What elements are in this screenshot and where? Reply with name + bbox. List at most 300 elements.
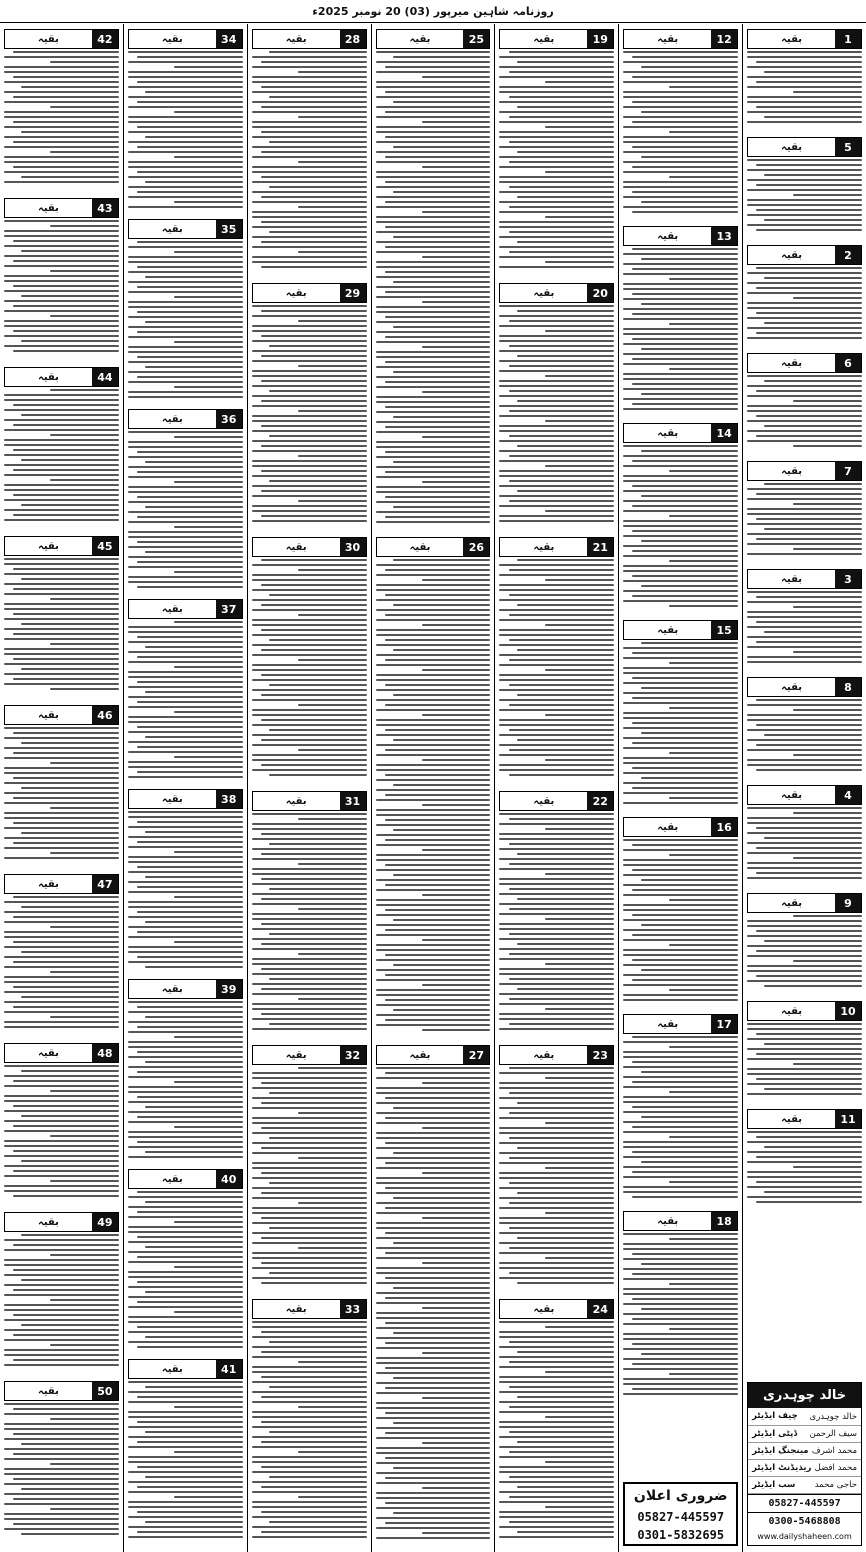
text-line <box>385 1277 491 1279</box>
text-line <box>252 938 367 940</box>
text-line <box>499 1232 614 1234</box>
text-line <box>385 246 491 248</box>
text-line <box>252 1117 367 1119</box>
text-line <box>499 1087 614 1089</box>
text-line <box>499 1187 614 1189</box>
text-line <box>298 161 367 163</box>
text-line <box>422 301 491 303</box>
story-label: بقیہ <box>781 357 803 369</box>
text-line <box>21 295 119 297</box>
text-line <box>4 1100 119 1102</box>
text-line <box>261 241 367 243</box>
text-line <box>174 156 243 158</box>
text-line <box>623 161 738 163</box>
text-line <box>4 901 119 903</box>
text-line <box>623 465 738 467</box>
story-text <box>623 1233 738 1395</box>
text-line <box>517 1102 615 1104</box>
text-line <box>376 1407 491 1409</box>
text-line <box>13 1289 119 1291</box>
text-line <box>641 1116 739 1118</box>
text-line <box>376 1517 491 1519</box>
text-line <box>376 446 491 448</box>
masthead-name: خالد چوہدری <box>809 1412 857 1422</box>
text-line <box>128 671 243 673</box>
text-line <box>376 584 491 586</box>
text-line <box>252 305 367 307</box>
text-line <box>499 1262 614 1264</box>
text-line <box>376 1317 491 1319</box>
text-line <box>499 928 614 930</box>
text-line <box>385 1432 491 1434</box>
text-line <box>376 456 491 458</box>
text-line <box>499 460 614 462</box>
text-line <box>4 1026 119 1028</box>
story-block <box>747 1106 862 1210</box>
story-number: 36 <box>216 410 242 428</box>
story-label: بقیہ <box>781 1005 803 1017</box>
story-label: بقیہ <box>657 427 679 439</box>
text-line <box>252 564 367 566</box>
text-line <box>747 1186 862 1188</box>
text-line <box>4 1413 119 1415</box>
text-line <box>509 888 615 890</box>
text-line <box>376 1112 491 1114</box>
text-line <box>376 476 491 478</box>
text-line <box>747 935 862 937</box>
text-line <box>376 466 491 468</box>
text-line <box>385 181 491 183</box>
text-line <box>128 906 243 908</box>
text-line <box>4 1011 119 1013</box>
text-line <box>13 797 119 799</box>
text-line <box>747 159 862 161</box>
masthead-website[interactable]: www.dailyshaheen.com <box>757 1532 852 1541</box>
text-line <box>623 181 738 183</box>
text-line <box>376 61 491 63</box>
text-line <box>499 1172 614 1174</box>
text-line <box>4 1493 119 1495</box>
text-line <box>623 81 738 83</box>
text-line <box>545 465 614 467</box>
text-line <box>128 881 243 883</box>
text-line <box>623 171 738 173</box>
text-line <box>509 1157 615 1159</box>
text-line <box>21 250 119 252</box>
text-line <box>632 76 738 78</box>
text-line <box>128 661 243 663</box>
text-line <box>4 772 119 774</box>
story-label: بقیہ <box>657 1215 679 1227</box>
story-text <box>499 1321 614 1538</box>
text-line <box>4 146 119 148</box>
text-line <box>632 979 738 981</box>
text-line <box>174 1081 243 1083</box>
text-line <box>174 111 243 113</box>
text-line <box>669 131 738 133</box>
text-line <box>261 1351 367 1353</box>
text-line <box>128 531 243 533</box>
text-line <box>4 1175 119 1177</box>
masthead-name: محمد افضل <box>814 1463 857 1473</box>
text-line <box>499 211 614 213</box>
story-label: بقیہ <box>161 223 183 235</box>
text-line <box>422 939 491 941</box>
text-line <box>376 1132 491 1134</box>
text-line <box>517 1441 615 1443</box>
text-line <box>623 672 738 674</box>
text-line <box>252 370 367 372</box>
text-line <box>393 649 491 651</box>
text-line <box>252 76 367 78</box>
story-number: 26 <box>463 538 489 556</box>
text-line <box>641 495 739 497</box>
story-badge <box>623 226 738 246</box>
text-line <box>623 106 738 108</box>
text-line <box>793 606 862 608</box>
text-line <box>376 969 491 971</box>
text-line <box>13 1453 119 1455</box>
text-line <box>13 469 119 471</box>
text-line <box>252 599 367 601</box>
text-line <box>393 281 491 283</box>
text-line <box>623 1131 738 1133</box>
text-line <box>252 1446 367 1448</box>
story-badge <box>4 705 119 725</box>
text-line <box>252 973 367 975</box>
text-line <box>128 1011 243 1013</box>
story-block <box>4 702 119 867</box>
text-line <box>269 1386 367 1388</box>
text-line <box>4 608 119 610</box>
text-line <box>137 771 243 773</box>
text-line <box>747 646 862 648</box>
text-line <box>269 1023 367 1025</box>
story-label: بقیہ <box>533 33 555 45</box>
story-text <box>252 305 367 522</box>
text-line <box>128 391 243 393</box>
text-line <box>145 321 243 323</box>
text-line <box>252 689 367 691</box>
text-line <box>499 505 614 507</box>
story-badge <box>747 137 862 157</box>
story-block <box>128 976 243 1162</box>
text-line <box>747 661 862 663</box>
text-line <box>669 515 738 517</box>
text-line <box>4 1165 119 1167</box>
text-line <box>128 1491 243 1493</box>
text-line <box>376 1507 491 1509</box>
text-line <box>376 629 491 631</box>
text-line <box>632 914 738 916</box>
text-line <box>669 1136 738 1138</box>
text-line <box>422 1127 491 1129</box>
text-line <box>632 697 738 699</box>
text-line <box>4 161 119 163</box>
text-line <box>545 81 614 83</box>
column-5 <box>247 24 371 1552</box>
text-line <box>499 221 614 223</box>
text-line <box>509 1112 615 1114</box>
text-line <box>376 1182 491 1184</box>
text-line <box>623 1096 738 1098</box>
text-line <box>128 751 243 753</box>
text-line <box>4 280 119 282</box>
text-line <box>793 194 862 196</box>
story-number: 48 <box>92 1044 118 1062</box>
story-number: 46 <box>92 706 118 724</box>
text-line <box>252 1252 367 1254</box>
text-line <box>756 1033 862 1035</box>
text-line <box>252 1107 367 1109</box>
text-line <box>623 1066 738 1068</box>
text-line <box>376 949 491 951</box>
text-line <box>747 832 862 834</box>
text-line <box>376 231 491 233</box>
masthead-role: سب ایڈیٹر <box>752 1480 796 1490</box>
text-line <box>509 1247 615 1249</box>
text-line <box>128 1276 243 1278</box>
story-number: 28 <box>340 30 366 48</box>
text-line <box>623 1393 738 1395</box>
text-line <box>385 839 491 841</box>
text-line <box>545 420 614 422</box>
text-line <box>4 727 119 729</box>
text-line <box>298 1361 367 1363</box>
text-line <box>747 317 862 319</box>
text-line <box>499 1426 614 1428</box>
text-line <box>499 848 614 850</box>
text-line <box>422 804 491 806</box>
text-line <box>499 1097 614 1099</box>
text-line <box>756 1136 862 1138</box>
text-line <box>137 701 243 703</box>
text-line <box>422 211 491 213</box>
text-line <box>499 176 614 178</box>
text-line <box>499 903 614 905</box>
text-line <box>376 71 491 73</box>
story-number: 19 <box>587 30 613 48</box>
text-line <box>376 1247 491 1249</box>
text-line <box>393 56 491 58</box>
text-line <box>499 191 614 193</box>
text-line <box>50 1418 119 1420</box>
text-line <box>21 131 119 133</box>
text-line <box>137 746 243 748</box>
text-line <box>128 336 243 338</box>
text-line <box>252 146 367 148</box>
text-line <box>509 186 615 188</box>
text-line <box>174 851 243 853</box>
text-line <box>252 958 367 960</box>
text-line <box>269 594 367 596</box>
text-line <box>128 936 243 938</box>
text-line <box>128 951 243 953</box>
text-line <box>261 764 367 766</box>
text-line <box>422 1262 491 1264</box>
story-block <box>623 617 738 810</box>
text-line <box>499 993 614 995</box>
text-line <box>21 832 119 834</box>
text-line <box>499 674 614 676</box>
story-number: 37 <box>216 600 242 618</box>
text-line <box>499 201 614 203</box>
text-line <box>641 540 739 542</box>
text-line <box>50 643 119 645</box>
text-line <box>669 176 738 178</box>
text-line <box>261 719 367 721</box>
text-line <box>422 1082 491 1084</box>
text-line <box>4 474 119 476</box>
text-line <box>145 461 243 463</box>
text-line <box>4 265 119 267</box>
text-line <box>376 1087 491 1089</box>
text-line <box>509 96 615 98</box>
text-line <box>747 430 862 432</box>
text-line <box>376 1337 491 1339</box>
text-line <box>747 925 862 927</box>
text-line <box>793 503 862 505</box>
text-line <box>298 365 367 367</box>
text-line <box>252 315 367 317</box>
text-line <box>145 831 243 833</box>
text-line <box>747 945 862 947</box>
text-line <box>499 1152 614 1154</box>
story-number: 27 <box>463 1046 489 1064</box>
story-label: بقیہ <box>657 33 679 45</box>
text-line <box>261 1511 367 1513</box>
text-line <box>128 1131 243 1133</box>
text-line <box>137 471 243 473</box>
text-line <box>128 1046 243 1048</box>
text-line <box>252 893 367 895</box>
story-number: 18 <box>711 1212 737 1230</box>
text-line <box>632 1388 738 1390</box>
text-line <box>793 445 862 447</box>
text-line <box>128 96 243 98</box>
text-line <box>376 431 491 433</box>
text-line <box>4 409 119 411</box>
text-line <box>623 737 738 739</box>
text-line <box>747 199 862 201</box>
text-line <box>128 121 243 123</box>
text-line <box>793 709 862 711</box>
text-line <box>13 260 119 262</box>
text-line <box>261 694 367 696</box>
text-line <box>756 106 862 108</box>
text-line <box>252 440 367 442</box>
text-line <box>641 66 739 68</box>
text-line <box>145 366 243 368</box>
text-line <box>376 421 491 423</box>
text-line <box>376 131 491 133</box>
masthead-name: سیف الرحمن <box>809 1429 857 1439</box>
text-line <box>261 629 367 631</box>
text-line <box>252 465 367 467</box>
text-line <box>376 599 491 601</box>
text-line <box>632 191 738 193</box>
text-line <box>376 959 491 961</box>
text-line <box>128 1031 243 1033</box>
story-badge <box>623 620 738 640</box>
text-line <box>174 341 243 343</box>
text-line <box>174 1311 243 1313</box>
text-line <box>137 1301 243 1303</box>
text-line <box>137 1511 243 1513</box>
text-line <box>13 1170 119 1172</box>
text-line <box>252 1321 367 1323</box>
text-line <box>509 594 615 596</box>
text-line <box>747 224 862 226</box>
text-line <box>298 1247 367 1249</box>
text-line <box>376 441 491 443</box>
text-line <box>747 867 862 869</box>
story-block <box>747 134 862 238</box>
text-line <box>385 406 491 408</box>
text-line <box>385 729 491 731</box>
text-line <box>137 146 243 148</box>
text-line <box>261 335 367 337</box>
text-line <box>128 301 243 303</box>
text-line <box>393 236 491 238</box>
text-line <box>499 813 614 815</box>
text-line <box>632 677 738 679</box>
text-line <box>21 1488 119 1490</box>
text-line <box>623 126 738 128</box>
text-line <box>376 1077 491 1079</box>
text-line <box>50 1016 119 1018</box>
text-line <box>422 121 491 123</box>
text-line <box>385 819 491 821</box>
story-number: 47 <box>92 875 118 893</box>
text-line <box>509 1272 615 1274</box>
text-line <box>128 1506 243 1508</box>
text-line <box>756 872 862 874</box>
text-line <box>517 694 615 696</box>
text-line <box>145 506 243 508</box>
text-line <box>252 91 367 93</box>
text-line <box>623 1383 738 1385</box>
text-line <box>669 470 738 472</box>
text-line <box>376 386 491 388</box>
text-line <box>174 386 243 388</box>
text-line <box>252 211 367 213</box>
text-line <box>376 126 491 128</box>
text-line <box>509 933 615 935</box>
story-text <box>128 51 243 208</box>
text-line <box>128 826 243 828</box>
text-line <box>128 1076 243 1078</box>
story-label: بقیہ <box>37 371 59 383</box>
story-label: بقیہ <box>533 795 555 807</box>
story-label: بقیہ <box>409 541 431 553</box>
text-line <box>669 86 738 88</box>
text-line <box>385 471 491 473</box>
text-line <box>747 656 862 658</box>
text-line <box>545 1122 614 1124</box>
text-line <box>517 739 615 741</box>
text-line <box>632 211 738 213</box>
text-line <box>128 1391 243 1393</box>
story-badge <box>376 1045 491 1065</box>
text-line <box>4 976 119 978</box>
story-badge <box>376 29 491 49</box>
text-line <box>376 1212 491 1214</box>
text-line <box>509 1406 615 1408</box>
text-line <box>252 395 367 397</box>
text-line <box>632 889 738 891</box>
text-line <box>793 297 862 299</box>
